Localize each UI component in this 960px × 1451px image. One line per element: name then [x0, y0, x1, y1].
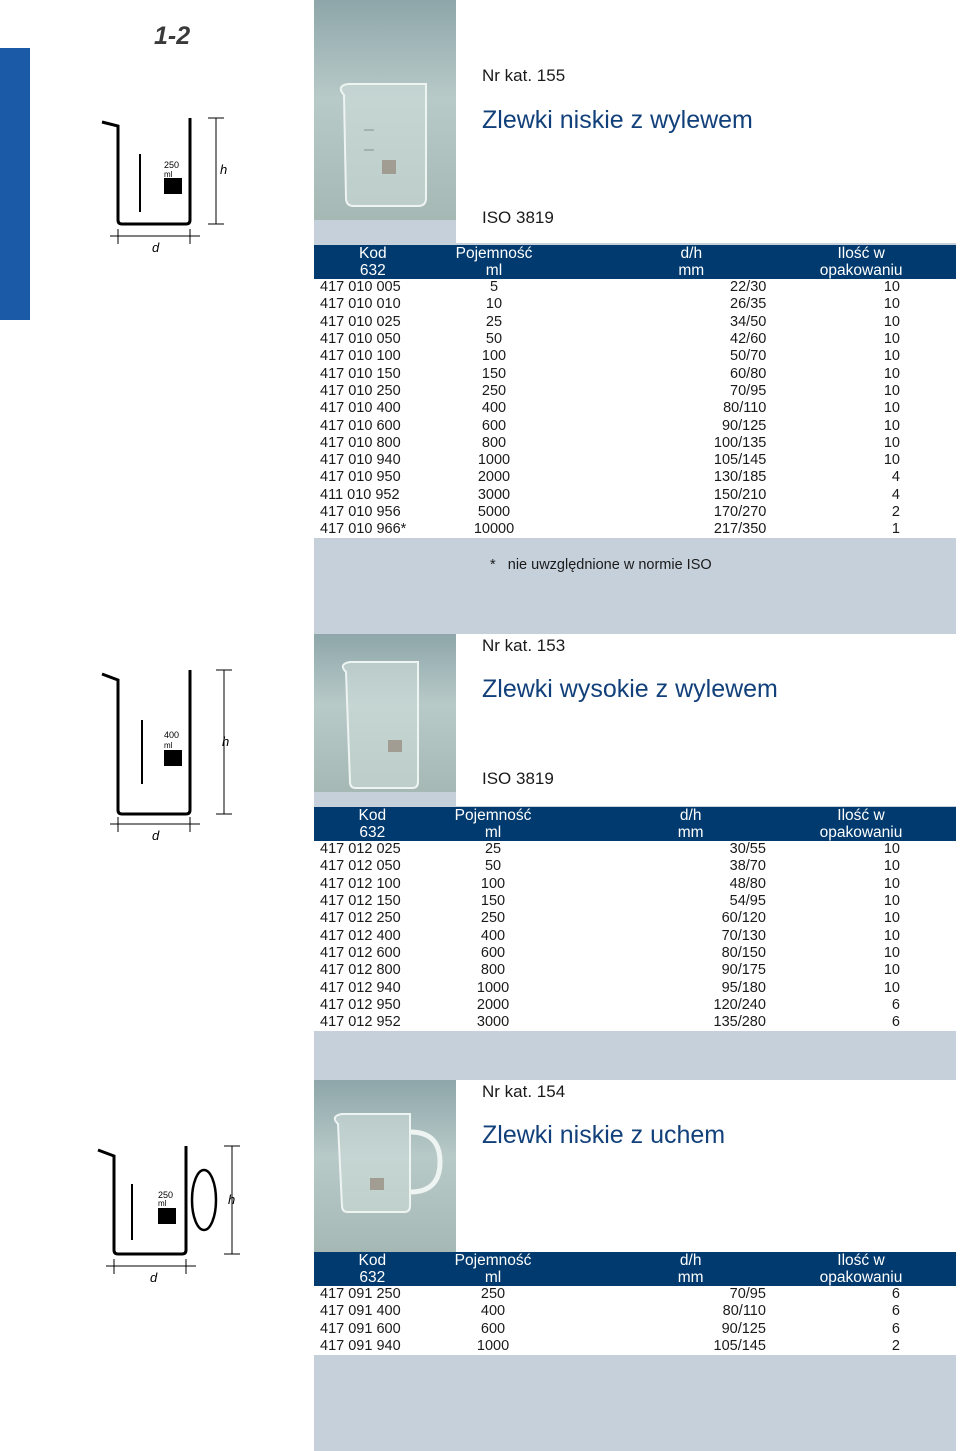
cell-dimensions: 38/70: [729, 858, 766, 875]
table-row: [314, 876, 956, 893]
table-row: [314, 487, 956, 504]
cell-code: 417 010 800: [320, 434, 401, 451]
svg-text:d: d: [152, 828, 160, 843]
svg-text:d: d: [150, 1270, 158, 1285]
cell-capacity: 1000: [476, 979, 510, 996]
cell-dimensions: 95/180: [721, 979, 766, 996]
cell-code: 417 010 025: [320, 313, 401, 330]
cell-code: 417 010 950: [320, 469, 401, 486]
col-header-capacity: Pojemność ml: [454, 807, 532, 841]
table-row: [314, 1338, 956, 1355]
table-row: [314, 348, 956, 365]
cell-dimensions: 135/280: [713, 1014, 766, 1031]
section-153: [314, 634, 956, 1034]
cell-capacity: 600: [480, 944, 506, 961]
cell-pack-qty: 4: [891, 486, 900, 503]
table-row: [314, 435, 956, 452]
table-header-row: [314, 1252, 956, 1286]
product-photo-beaker-with-handle: [314, 1080, 456, 1252]
table-row: [314, 858, 956, 875]
cell-pack-qty: 6: [891, 1320, 900, 1337]
cell-code: 417 012 100: [320, 875, 401, 892]
cell-pack-qty: 10: [883, 979, 900, 996]
cell-capacity: 600: [480, 1320, 506, 1337]
cell-code: 417 012 950: [320, 996, 401, 1013]
svg-text:ml: ml: [164, 170, 173, 179]
cell-capacity: 100: [480, 875, 506, 892]
cell-capacity: 3000: [476, 1014, 510, 1031]
cell-pack-qty: 10: [883, 875, 900, 892]
cell-dimensions: 26/35: [730, 296, 767, 313]
cell-dimensions: 150/210: [713, 486, 767, 503]
cell-code: 417 012 940: [320, 979, 401, 996]
col-header-pack-qty: Ilość w opakowaniu: [819, 1252, 903, 1286]
cell-capacity: 250: [481, 382, 507, 399]
cell-capacity: 2000: [476, 996, 510, 1013]
col-header-kod: Kod 632: [358, 1252, 387, 1286]
cell-code: 417 012 600: [320, 944, 401, 961]
beaker-drawing-low: [96, 104, 246, 264]
cell-code: 417 010 150: [320, 365, 401, 382]
cell-pack-qty: 10: [883, 400, 900, 417]
table-row: [314, 997, 956, 1014]
cell-capacity: 400: [480, 1303, 506, 1320]
cell-capacity: 50: [485, 331, 503, 348]
table-row: [314, 1321, 956, 1338]
cell-capacity: 800: [481, 434, 507, 451]
cell-pack-qty: 6: [891, 996, 900, 1013]
cell-capacity: 1000: [477, 452, 511, 469]
cell-pack-qty: 1: [891, 521, 900, 538]
cell-pack-qty: 10: [883, 944, 900, 961]
cell-pack-qty: 10: [883, 927, 900, 944]
col-header-kod: Kod 632: [359, 245, 387, 279]
cell-pack-qty: 6: [891, 1286, 900, 1303]
table-row: [314, 365, 956, 382]
table-row: [314, 417, 956, 434]
col-header-dimensions: d/h mm: [677, 807, 704, 841]
cell-dimensions: 100/135: [713, 434, 767, 451]
cell-code: 417 010 600: [320, 417, 401, 434]
cell-capacity: 3000: [477, 486, 511, 503]
cell-capacity: 2000: [477, 469, 511, 486]
cell-dimensions: 48/80: [729, 875, 766, 892]
cell-pack-qty: 10: [883, 279, 900, 296]
cell-dimensions: 80/110: [722, 1303, 766, 1320]
cell-capacity: 10000: [473, 521, 515, 538]
cell-dimensions: 34/50: [730, 313, 767, 330]
table-row: [314, 521, 956, 538]
cell-capacity: 600: [481, 417, 507, 434]
cell-capacity: 5: [489, 279, 499, 296]
cell-code: 417 010 100: [320, 348, 401, 365]
cell-dimensions: 130/185: [713, 469, 767, 486]
cell-code: 417 012 150: [320, 893, 401, 910]
catalog-number: Nr kat. 155: [482, 66, 566, 85]
cell-capacity: 250: [480, 1286, 506, 1303]
cell-capacity: 150: [480, 893, 506, 910]
col-header-kod: Kod 632: [358, 807, 387, 841]
table-row: [314, 1303, 956, 1320]
table-row: [314, 314, 956, 331]
table-row: [314, 979, 956, 996]
cell-pack-qty: 10: [883, 331, 900, 348]
table-row: [314, 504, 956, 521]
side-tab-bar: [0, 48, 30, 320]
cell-dimensions: 50/70: [730, 348, 767, 365]
cell-code: 417 010 005: [320, 279, 401, 296]
cell-capacity: 10: [485, 296, 503, 313]
cell-dimensions: 70/95: [730, 382, 767, 399]
table-row: [314, 893, 956, 910]
cell-code: 417 012 800: [320, 962, 401, 979]
cell-dimensions: 80/110: [723, 400, 767, 417]
cell-dimensions: 42/60: [730, 331, 767, 348]
cell-dimensions: 60/80: [730, 365, 767, 382]
table-row: [314, 1014, 956, 1031]
product-photo-tall-beaker: [314, 634, 456, 792]
table-row: [314, 279, 956, 296]
product-table: [314, 245, 956, 538]
cell-pack-qty: 10: [883, 296, 900, 313]
table-row: [314, 910, 956, 927]
col-header-capacity: Pojemność ml: [454, 1252, 532, 1286]
cell-pack-qty: 10: [883, 365, 900, 382]
product-title: Zlewki niskie z uchem: [482, 1121, 726, 1149]
cell-pack-qty: 10: [883, 348, 900, 365]
product-title: Zlewki wysokie z wylewem: [482, 675, 778, 703]
cell-code: 417 012 400: [320, 927, 401, 944]
cell-dimensions: 90/125: [721, 1320, 766, 1337]
table-row: [314, 945, 956, 962]
cell-pack-qty: 6: [891, 1014, 900, 1031]
cell-dimensions: 22/30: [730, 279, 767, 296]
cell-code: 417 091 250: [320, 1286, 401, 1303]
cell-dimensions: 170/270: [713, 504, 767, 520]
svg-text:h: h: [222, 734, 230, 749]
col-header-pack-qty: Ilość w opakowaniu: [819, 245, 903, 279]
cell-code: 417 010 966*: [320, 521, 407, 538]
catalog-number: Nr kat. 153: [482, 636, 566, 655]
cell-pack-qty: 2: [891, 1338, 900, 1355]
svg-text:250: 250: [158, 1190, 174, 1200]
product-photo-low-beaker: [314, 0, 456, 220]
cell-code: 417 010 250: [320, 382, 401, 399]
cell-capacity: 1000: [476, 1338, 510, 1355]
beaker-drawing-handle: [92, 1140, 252, 1290]
cell-dimensions: 80/150: [721, 944, 766, 961]
cell-pack-qty: 10: [883, 893, 900, 910]
svg-text:d: d: [152, 240, 160, 255]
cell-dimensions: 30/55: [729, 841, 766, 858]
svg-text:400: 400: [164, 730, 180, 740]
cell-capacity: 400: [481, 400, 507, 417]
svg-text:h: h: [228, 1192, 236, 1207]
cell-pack-qty: 10: [883, 382, 900, 399]
cell-pack-qty: 10: [883, 313, 900, 330]
section-154: [314, 1080, 956, 1451]
cell-capacity: 50: [484, 858, 502, 875]
iso-standard: ISO 3819: [482, 208, 554, 227]
cell-pack-qty: 6: [891, 1303, 900, 1320]
cell-pack-qty: 10: [883, 452, 900, 469]
table-row: [314, 400, 956, 417]
catalog-number: Nr kat. 154: [482, 1082, 566, 1101]
table-row: [314, 927, 956, 944]
cell-dimensions: 60/120: [721, 910, 766, 927]
cell-code: 417 010 400: [320, 400, 401, 417]
cell-pack-qty: 4: [891, 469, 900, 486]
cell-pack-qty: 10: [883, 841, 900, 858]
cell-capacity: 5000: [477, 504, 511, 520]
cell-capacity: 400: [480, 927, 506, 944]
section-header-area: [456, 1080, 956, 1252]
cell-code: 417 012 952: [320, 1014, 401, 1031]
col-header-capacity: Pojemność ml: [455, 245, 533, 279]
cell-capacity: 25: [485, 313, 503, 330]
cell-code: 411 010 952: [320, 486, 400, 503]
cell-code: 417 012 025: [320, 841, 401, 858]
svg-text:h: h: [220, 162, 228, 177]
product-title: Zlewki niskie z wylewem: [482, 106, 753, 134]
cell-dimensions: 105/145: [713, 1338, 766, 1355]
cell-pack-qty: 10: [883, 910, 900, 927]
cell-dimensions: 217/350: [713, 521, 767, 538]
cell-dimensions: 120/240: [713, 996, 766, 1013]
cell-dimensions: 54/95: [729, 893, 766, 910]
table-row: [314, 1286, 956, 1303]
col-header-dimensions: d/h mm: [678, 245, 705, 279]
beaker-drawing-tall: [96, 664, 246, 850]
cell-code: 417 012 250: [320, 910, 401, 927]
cell-dimensions: 90/175: [721, 962, 766, 979]
cell-dimensions: 90/125: [721, 417, 767, 434]
cell-capacity: 100: [481, 348, 507, 365]
svg-text:ml: ml: [158, 1199, 167, 1208]
table-row: [314, 841, 956, 858]
table-row: [314, 452, 956, 469]
cell-pack-qty: 10: [883, 858, 900, 875]
cell-code: 417 091 940: [320, 1338, 401, 1355]
cell-dimensions: 70/130: [721, 927, 766, 944]
cell-code: 417 010 956: [320, 504, 401, 520]
cell-dimensions: 105/145: [713, 452, 767, 469]
product-table: [314, 807, 956, 1031]
col-header-pack-qty: Ilość w opakowaniu: [819, 807, 903, 841]
cell-capacity: 250: [480, 910, 506, 927]
col-header-dimensions: d/h mm: [677, 1252, 704, 1286]
cell-pack-qty: 10: [883, 417, 900, 434]
cell-capacity: 150: [481, 365, 507, 382]
table-row: [314, 296, 956, 313]
footnote: * nie uwzględnione w normie ISO: [490, 557, 712, 573]
cell-code: 417 091 600: [320, 1320, 401, 1337]
cell-pack-qty: 2: [891, 504, 900, 520]
cell-code: 417 010 940: [320, 452, 401, 469]
cell-code: 417 010 050: [320, 331, 401, 348]
cell-code: 417 012 050: [320, 858, 401, 875]
table-header-row: [314, 807, 956, 841]
iso-standard: ISO 3819: [482, 769, 554, 788]
page-number: 1-2: [154, 22, 191, 50]
table-row: [314, 331, 956, 348]
svg-text:250: 250: [164, 160, 180, 170]
cell-pack-qty: 10: [883, 962, 900, 979]
section-155: [314, 0, 956, 620]
cell-capacity: 800: [480, 962, 506, 979]
cell-dimensions: 70/95: [729, 1286, 766, 1303]
product-table: [314, 1252, 956, 1355]
table-row: [314, 383, 956, 400]
cell-code: 417 010 010: [320, 296, 401, 313]
cell-code: 417 091 400: [320, 1303, 401, 1320]
table-row: [314, 469, 956, 486]
table-header-row: [314, 245, 956, 279]
cell-pack-qty: 10: [883, 434, 900, 451]
svg-text:ml: ml: [164, 741, 173, 750]
table-row: [314, 962, 956, 979]
cell-capacity: 25: [484, 841, 502, 858]
